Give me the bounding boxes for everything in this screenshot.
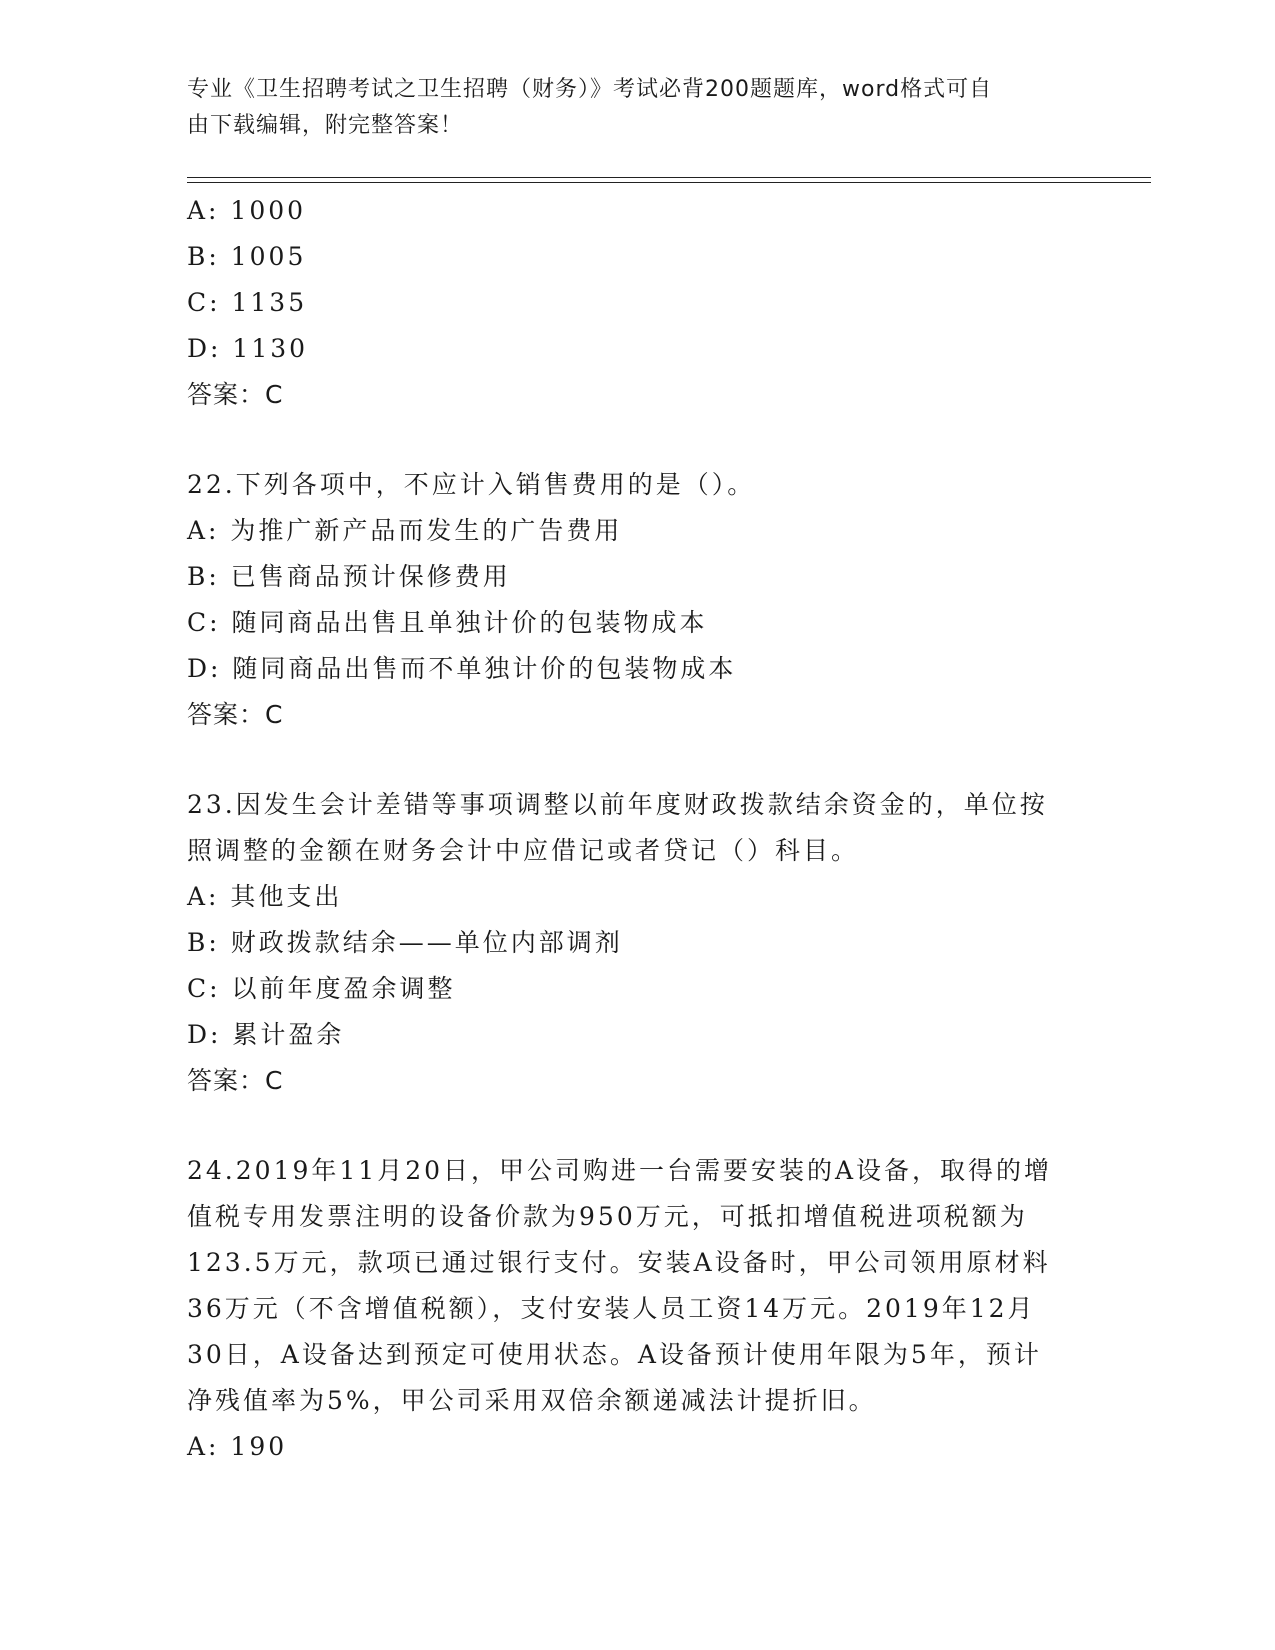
question-stem: 24.2019年11月20日，甲公司购进一台需要安装的A设备，取得的增	[187, 1156, 1053, 1185]
question-stem: 30日，A设备达到预定可使用状态。A设备预计使用年限为5年，预计	[187, 1340, 1042, 1369]
option-line: D: 累计盈余	[187, 1020, 345, 1049]
question-block	[187, 782, 1087, 1104]
option-line: B: 1005	[187, 242, 307, 271]
question-stem: 36万元（不含增值税额），支付安装人员工资14万元。2019年12月	[187, 1294, 1036, 1323]
option-line: C: 以前年度盈余调整	[187, 974, 456, 1003]
header-rule-bottom	[187, 182, 1151, 183]
option-line: A: 1000	[187, 196, 307, 225]
question-stem: 净残值率为5%，甲公司采用双倍余额递减法计提折旧。	[187, 1386, 877, 1415]
question-content	[187, 188, 1087, 1470]
header-rule-top	[187, 177, 1151, 178]
block-spacer	[187, 1104, 1087, 1148]
option-line: D: 随同商品出售而不单独计价的包装物成本	[187, 654, 737, 683]
option-line: A: 为推广新产品而发生的广告费用	[187, 516, 623, 545]
option-line: A: 190	[187, 1432, 288, 1461]
question-stem: 23.因发生会计差错等事项调整以前年度财政拨款结余资金的，单位按	[187, 790, 1048, 819]
option-line: B: 已售商品预计保修费用	[187, 562, 511, 591]
block-spacer	[187, 418, 1087, 462]
header-line-1: 专业《卫生招聘考试之卫生招聘（财务）》考试必背200题题库，word格式可自	[187, 77, 993, 102]
document-header	[187, 72, 1087, 144]
question-block	[187, 188, 1087, 418]
option-line: B: 财政拨款结余——单位内部调剂	[187, 928, 623, 957]
answer-line: 答案：C	[187, 1066, 284, 1095]
answer-line: 答案：C	[187, 380, 284, 409]
block-spacer	[187, 738, 1087, 782]
question-stem: 22.下列各项中，不应计入销售费用的是（）。	[187, 470, 756, 499]
question-stem: 照调整的金额在财务会计中应借记或者贷记（）科目。	[187, 836, 860, 865]
question-block	[187, 462, 1087, 738]
header-line-2: 由下载编辑，附完整答案！	[187, 113, 464, 138]
question-stem: 123.5万元，款项已通过银行支付。安装A设备时，甲公司领用原材料	[187, 1248, 1051, 1277]
option-line: D: 1130	[187, 334, 309, 363]
question-stem: 值税专用发票注明的设备价款为950万元，可抵扣增值税进项税额为	[187, 1202, 1028, 1231]
answer-line: 答案：C	[187, 700, 284, 729]
option-line: C: 随同商品出售且单独计价的包装物成本	[187, 608, 708, 637]
question-block	[187, 1148, 1087, 1470]
option-line: C: 1135	[187, 288, 308, 317]
option-line: A: 其他支出	[187, 882, 343, 911]
